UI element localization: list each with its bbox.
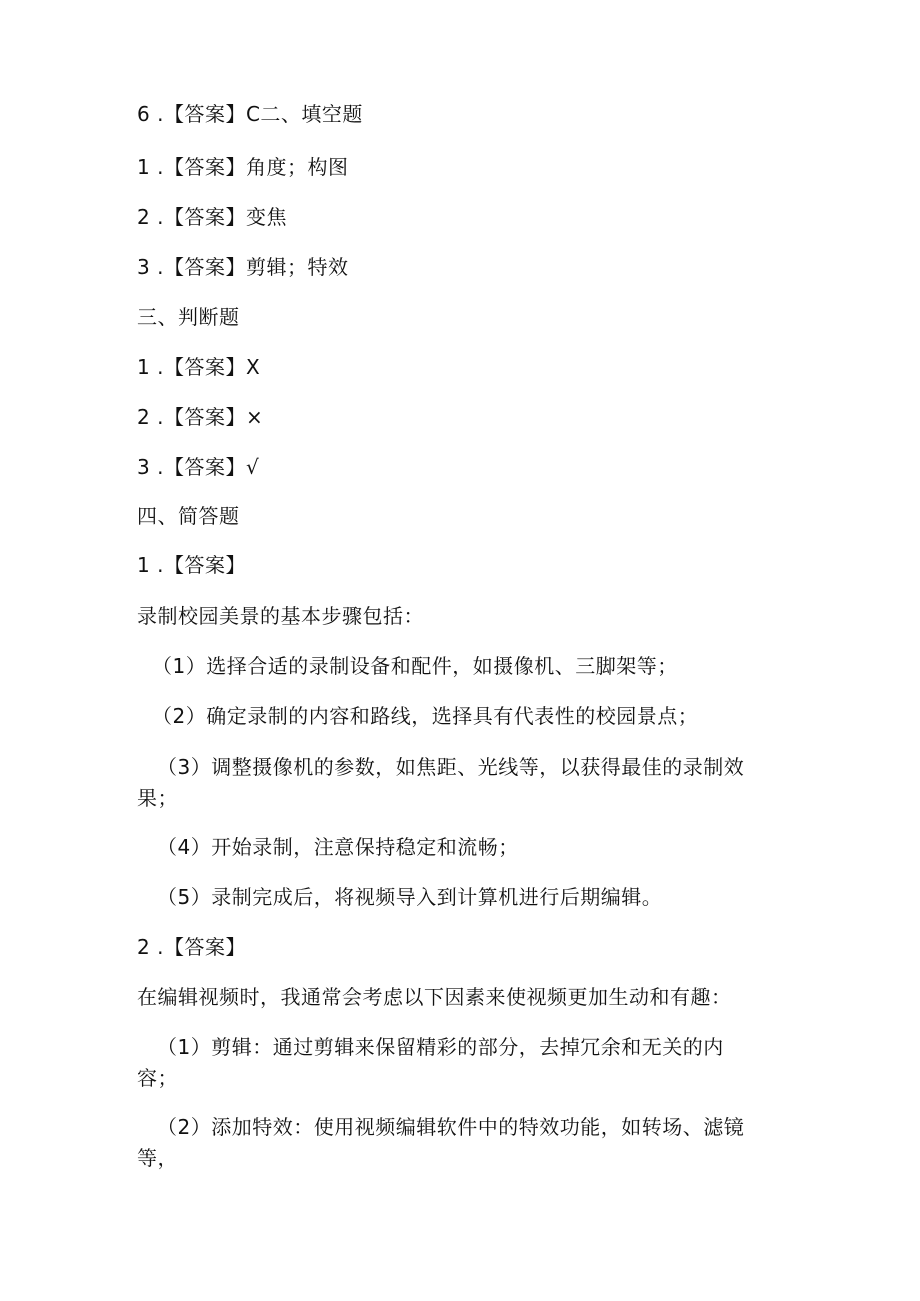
- short-answer-1-step-5: （5）录制完成后，将视频导入到计算机进行后期编辑。: [157, 885, 663, 909]
- judge-answer-3: 3 .【答案】√: [137, 455, 260, 479]
- short-answer-1-label: 1 .【答案】: [137, 553, 246, 577]
- short-answer-2-factor-2: （2）添加特效：使用视频编辑软件中的特效功能，如转场、滤镜: [157, 1115, 745, 1139]
- short-answer-2-factor-2-cont: 等，: [137, 1146, 178, 1170]
- short-answer-2-factor-1-cont: 容；: [137, 1066, 178, 1090]
- short-answer-1-step-1: （1）选择合适的录制设备和配件，如摄像机、三脚架等；: [152, 654, 678, 678]
- short-answer-1-step-3-cont: 果；: [137, 786, 178, 810]
- short-answer-1-step-2: （2）确定录制的内容和路线，选择具有代表性的校园景点；: [152, 704, 699, 728]
- short-answer-1-intro: 录制校园美景的基本步骤包括：: [137, 604, 424, 628]
- judge-answer-1: 1 .【答案】X: [137, 355, 261, 379]
- section-3-title: 三、判断题: [137, 305, 240, 329]
- fill-answer-2: 2 .【答案】变焦: [137, 205, 287, 229]
- answer-6-and-section-2-title: 6 .【答案】C二、填空题: [137, 102, 363, 126]
- short-answer-2-factor-1: （1）剪辑：通过剪辑来保留精彩的部分，去掉冗余和无关的内: [157, 1035, 724, 1059]
- section-4-title: 四、简答题: [137, 504, 240, 528]
- short-answer-1-step-3: （3）调整摄像机的参数，如焦距、光线等，以获得最佳的录制效: [157, 755, 745, 779]
- fill-answer-3: 3 .【答案】剪辑；特效: [137, 255, 349, 279]
- judge-answer-2: 2 .【答案】×: [137, 405, 264, 429]
- short-answer-2-intro: 在编辑视频时，我通常会考虑以下因素来使视频更加生动和有趣：: [137, 985, 732, 1009]
- short-answer-1-step-4: （4）开始录制，注意保持稳定和流畅；: [157, 835, 519, 859]
- fill-answer-1: 1 .【答案】角度；构图: [137, 155, 349, 179]
- short-answer-2-label: 2 .【答案】: [137, 935, 246, 959]
